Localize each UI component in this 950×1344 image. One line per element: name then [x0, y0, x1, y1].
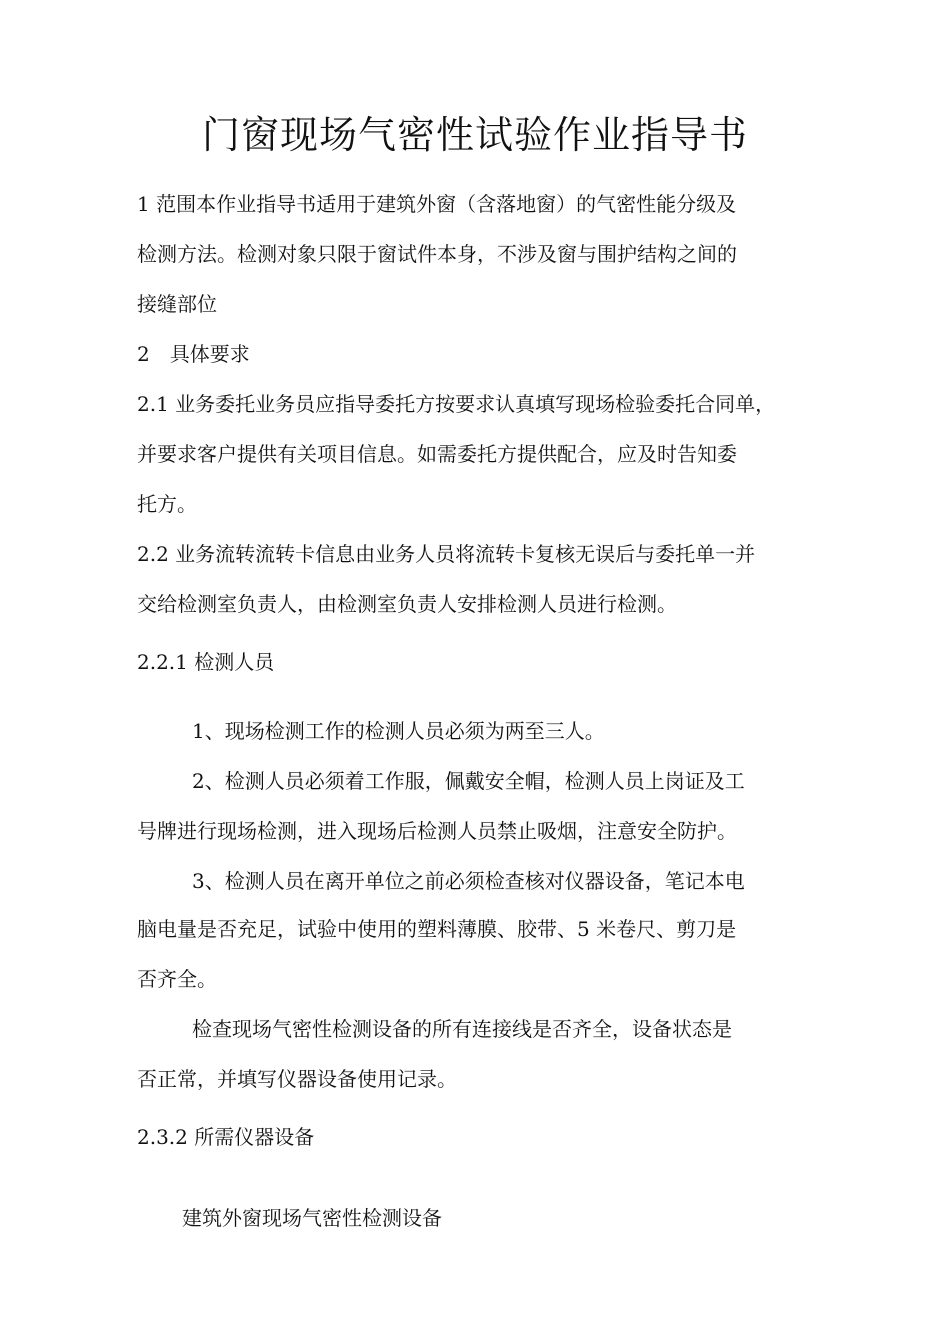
text-line: 号牌进行现场检测，进入现场后检测人员禁止吸烟，注意安全防护。	[137, 819, 737, 843]
text-line: 接缝部位	[137, 292, 217, 316]
section-heading: 2.2.1 检测人员	[137, 650, 275, 674]
text-line: 并要求客户提供有关项目信息。如需委托方提供配合，应及时告知委	[137, 442, 737, 466]
text-line: 2.1 业务委托业务员应指导委托方按要求认真填写现场检验委托合同单，	[137, 392, 776, 416]
text-line: 1 范围本作业指导书适用于建筑外窗（含落地窗）的气密性能分级及	[137, 192, 737, 216]
list-item: 1、现场检测工作的检测人员必须为两至三人。	[192, 719, 605, 743]
section-heading: 2.3.2 所需仪器设备	[137, 1125, 315, 1149]
text-line: 脑电量是否充足，试验中使用的塑料薄膜、胶带、5 米卷尺、剪刀是	[137, 917, 737, 941]
text-line: 交给检测室负责人，由检测室负责人安排检测人员进行检测。	[137, 592, 677, 616]
text-line: 托方。	[137, 492, 197, 516]
text-line: 2.2 业务流转流转卡信息由业务人员将流转卡复核无误后与委托单一并	[137, 542, 756, 566]
text-line: 建筑外窗现场气密性检测设备	[182, 1206, 442, 1230]
list-item: 3、检测人员在离开单位之前必须检查核对仪器设备，笔记本电	[192, 869, 745, 893]
section-heading: 2 具体要求	[137, 342, 250, 366]
document-title: 门窗现场气密性试验作业指导书	[201, 113, 748, 157]
list-item: 2、检测人员必须着工作服，佩戴安全帽，检测人员上岗证及工	[192, 769, 745, 793]
text-line: 否正常，并填写仪器设备使用记录。	[137, 1067, 457, 1091]
text-line: 检查现场气密性检测设备的所有连接线是否齐全，设备状态是	[192, 1017, 732, 1041]
text-line: 检测方法。检测对象只限于窗试件本身，不涉及窗与围护结构之间的	[137, 242, 737, 266]
text-line: 否齐全。	[137, 967, 217, 991]
